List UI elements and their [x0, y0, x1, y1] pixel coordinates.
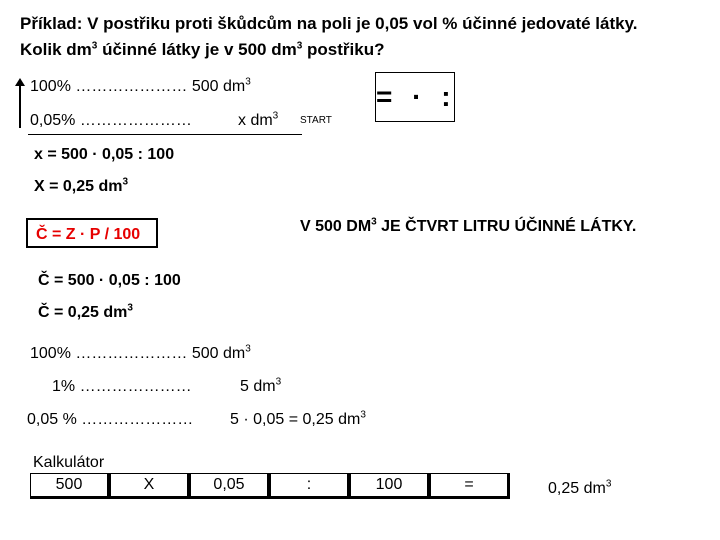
formula-box: Č = Z · P / 100: [26, 218, 158, 248]
proportion2-row3-left: 0,05 % …………………: [27, 411, 194, 428]
up-arrow-icon: [15, 78, 25, 128]
calc-key-005: 0,05: [190, 473, 270, 499]
proportion2-row2-left: 1% …………………: [52, 378, 192, 395]
calc-key-100: 100: [350, 473, 430, 499]
operators-box: = · :: [375, 72, 455, 122]
start-label: START: [300, 115, 332, 126]
proportion1-row2-left: 0,05% …………………: [30, 112, 192, 129]
calculator-keys: [30, 473, 510, 499]
calc1-line2: X = 0,25 $dm^3$: [34, 176, 129, 195]
calculator-result: 0,25 $dm^3$: [548, 478, 612, 497]
calc1-line1: x = 500 · 0,05 : 100: [34, 146, 175, 163]
proportion1-row1: 100% ………………… 500 $dm^3$: [30, 76, 251, 95]
calculator-label: Kalkulátor: [33, 454, 105, 471]
calc-key-500: 500: [30, 473, 110, 499]
answer-text: V 500 $DM^3$ JE ČTVRT LITRU ÚČINNÉ LÁTKY.: [300, 216, 637, 235]
problem-title-line2: Kolik $dm^3$ účinné látky je v 500 $dm^3$ postřiku?: [20, 40, 385, 59]
calc-key-equals: =: [430, 473, 510, 499]
problem-title-line1: Příklad: V postřiku proti škůdcům na poli je 0,05 vol % účinné jedovaté látky.: [20, 14, 638, 33]
calc2-line2: Č = 0,25 $dm^3$: [38, 302, 133, 321]
proportion1-row2-right: x $dm^3$: [238, 110, 279, 129]
calc-key-multiply: X: [110, 473, 190, 499]
proportion2-row1: 100% ………………… 500 $dm^3$: [30, 343, 251, 362]
calc-key-divide: :: [270, 473, 350, 499]
divider-line: [28, 134, 302, 135]
proportion2-row2-right: 5 $dm^3$: [240, 376, 282, 395]
proportion2-row3-right: 5 · 0,05 = 0,25 $dm^3$: [230, 409, 366, 428]
calc2-line1: Č = 500 · 0,05 : 100: [38, 272, 181, 289]
